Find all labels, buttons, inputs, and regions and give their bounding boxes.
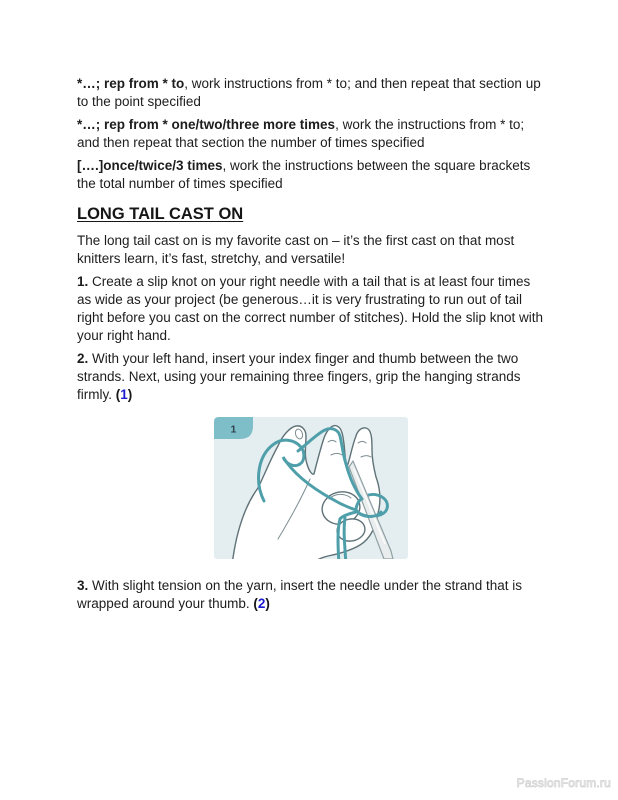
figure-reference: (2) — [253, 596, 270, 611]
watermark: PassionForum.ru — [516, 776, 611, 790]
step-text: Create a slip knot on your right needle with a tail that is at least four times as wide as your project (be generous…it is very frustrating to run out of tail right before you cast on the correct number of stitches). Hold the slip knot with your right hand. — [77, 274, 543, 343]
abbreviation-term: *…; rep from * one/two/three more times — [77, 117, 336, 132]
step-number: 2. — [77, 351, 89, 366]
step-text: With slight tension on the yarn, insert the needle under the strand that is wrapped around your thumb. — [77, 578, 523, 611]
step-1 — [77, 273, 544, 345]
abbreviation-item — [77, 116, 544, 152]
abbreviation-term: [….]once/twice/3 times — [77, 158, 223, 173]
step-2 — [77, 350, 544, 404]
abbreviation-item — [77, 157, 544, 193]
section-heading: LONG TAIL CAST ON — [77, 205, 244, 223]
step-text: With your left hand, insert your index finger and thumb between the two strands. Next, using your remaining three fingers, grip the hanging strands firmly. — [77, 351, 521, 402]
abbreviation-definition: , work the instructions from * to; and then repeat that section the number of times specified — [77, 117, 525, 150]
abbreviation-term: *…; rep from * to — [77, 76, 185, 91]
abbreviation-item — [77, 75, 544, 111]
figure-number-label: 1 — [230, 423, 236, 436]
figure-reference-number: 1 — [120, 387, 128, 402]
page-content — [77, 75, 544, 618]
figure-reference-number: 2 — [257, 596, 266, 611]
abbreviation-definition: , work the instructions between the square brackets the total number of times specified — [77, 158, 531, 191]
step-number: 1. — [77, 274, 89, 289]
figure-reference: (1) — [115, 387, 133, 402]
step-3 — [77, 577, 544, 613]
cast-on-step-figure — [214, 417, 408, 559]
abbreviation-definition: , work instructions from * to; and then repeat that section up to the point specified — [77, 76, 541, 109]
hand-yarn-illustration — [214, 417, 408, 559]
step-number: 3. — [77, 578, 89, 593]
intro-paragraph: The long tail cast on is my favorite cast on – it’s the first cast on that most knitters learn, it’s fast, stretchy, and versatile! — [77, 233, 515, 266]
